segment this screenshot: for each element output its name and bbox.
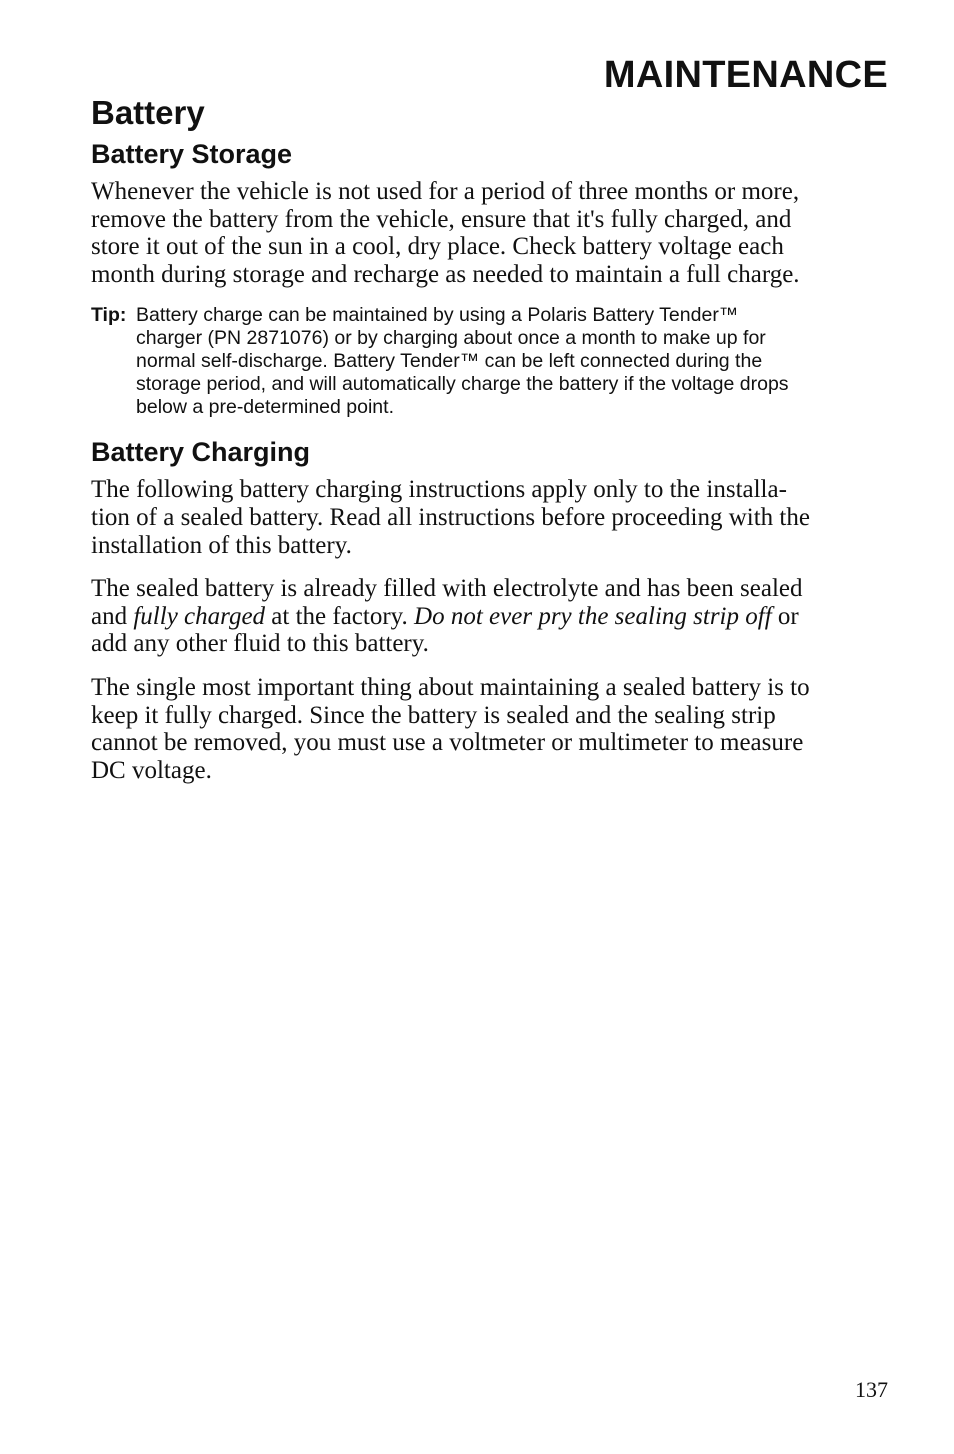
battery-charging-heading: Battery Charging [91,437,311,468]
battery-storage-heading: Battery Storage [91,139,293,169]
battery-charging-paragraph-2 [91,575,891,658]
paragraph-2-text-1: The sealed battery is already filled with electrolyte and has been sealed and [91,575,803,630]
paragraph-2-text-3: or add any other fluid to this battery. [91,602,799,658]
page-number: 137 [855,1377,888,1402]
battery-charging-paragraph-1: The following battery charging instructions apply only to the installa- tion of a sealed battery. Read all instructions before proceeding with the installation of this battery. [91,476,810,559]
battery-charging-paragraph-3: The single most important thing about maintaining a sealed battery is to keep it fully charged. Since the battery is sealed and the sealing strip cannot be removed, you must use a voltmeter or multimeter to measure DC voltage. [91,673,810,784]
tip-label: Tip: [91,304,127,327]
paragraph-2-text-2: at the factory. [265,602,415,630]
battery-storage-paragraph: Whenever the vehicle is not used for a period of three months or more, remove the battery from the vehicle, ensure that it's fully charged, and store it out of the sun in a cool, dry place. Check battery voltage each month during storage and recharge as needed to maintain a full charge. [91,178,800,288]
section-header: MAINTENANCE [603,54,888,96]
fully-charged-emphasis: fully charged [133,602,266,630]
page-title: Battery [91,94,205,131]
tip-text: Battery charge can be maintained by using a Polaris Battery Tender™ charger (PN 2871076) or by charging about once a month to make up for normal self-discharge. Battery Tender™ can be left connected during the storage period, and will automatically charge the battery if the voltage drops below a pre-determined point. [136,304,789,419]
page-content [91,92,891,784]
tip-note [91,304,891,419]
sealing-strip-warning-emphasis: Do not ever pry the sealing strip off [414,602,772,630]
